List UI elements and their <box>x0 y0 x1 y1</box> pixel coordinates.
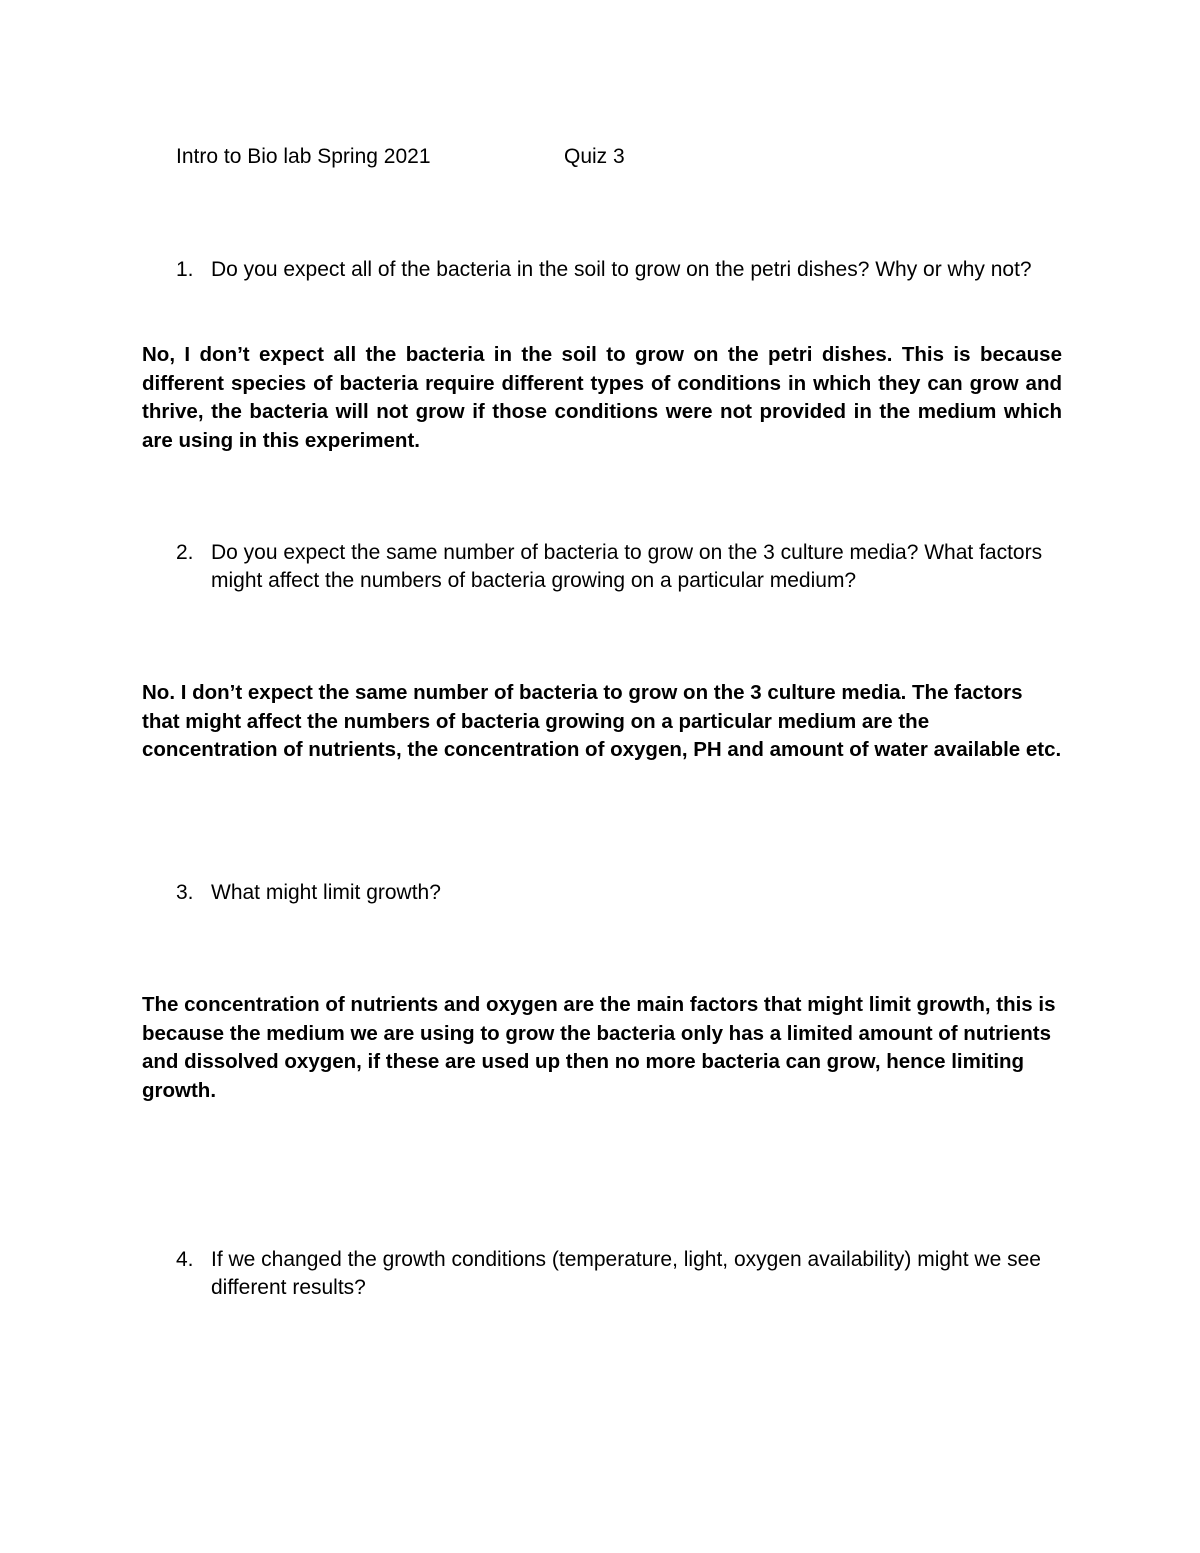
question-number: 3. <box>176 881 194 904</box>
answer-2: No. I don’t expect the same number of bacteria to grow on the 3 culture media. The factors that might affect the numbers of bacteria growing on a particular medium are the concentration of nutrients, the concentration of oxygen, PH and amount of water available etc. <box>142 681 1062 761</box>
quiz-title: Quiz 3 <box>564 145 625 168</box>
question-1 <box>176 256 1056 284</box>
question-text: Do you expect the same number of bacteria to grow on the 3 culture media? What factors might affect the numbers of bacteria growing on a particular medium? <box>211 541 1043 592</box>
question-text: What might limit growth? <box>211 881 441 904</box>
answer-1: No, I don’t expect all the bacteria in the soil to grow on the petri dishes. This is because different species of bacteria require different types of conditions in which they can grow and thrive, the bacteria will not grow if those conditions were not provided in the medium which are using in this experiment. <box>142 343 1062 452</box>
question-4 <box>176 1246 1056 1302</box>
question-text: Do you expect all of the bacteria in the soil to grow on the petri dishes? Why or why not? <box>211 258 1032 281</box>
answer-3: The concentration of nutrients and oxygen are the main factors that might limit growth, this is because the medium we are using to grow the bacteria only has a limited amount of nutrients and dissolved oxygen, if these are used up then no more bacteria can grow, hence limiting growth. <box>142 993 1056 1102</box>
question-number: 2. <box>176 541 194 564</box>
course-title: Intro to Bio lab Spring 2021 <box>176 145 431 168</box>
question-3 <box>176 879 1056 907</box>
question-text: If we changed the growth conditions (temperature, light, oxygen availability) might we see different results? <box>211 1248 1041 1299</box>
question-2 <box>176 539 1056 595</box>
question-number: 4. <box>176 1248 194 1271</box>
question-number: 1. <box>176 258 194 281</box>
